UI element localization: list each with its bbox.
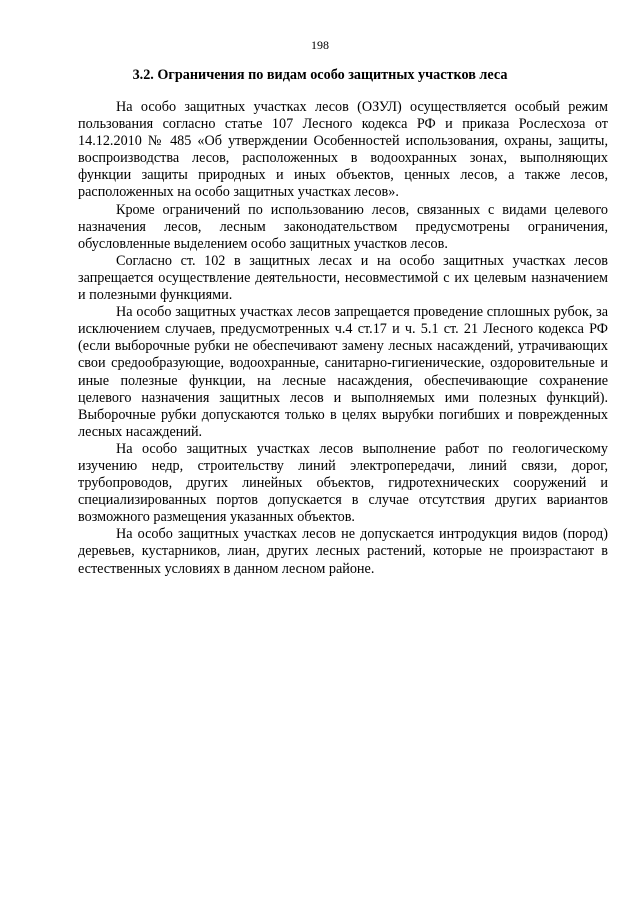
section-title: 3.2. Ограничения по видам особо защитных участков леса (132, 67, 508, 83)
document-body (78, 99, 608, 578)
paragraph-geological-works: На особо защитных участках лесов выполнение работ по геологическому изучению недр, строительству линий электропередачи, линий связи, дорог, трубопроводов, других линейных объектов, гидротехнических сооружений и специализированных портов допускается в случае отсутствия других вариантов возможного размещения указанных объектов. (78, 440, 608, 526)
paragraph-species-introduction: На особо защитных участках лесов не допускается интродукция видов (пород) деревьев, кустарников, лиан, других лесных растений, которые не произрастают в естественных условиях в данном лесном районе. (78, 526, 608, 577)
paragraph-clear-cutting-ban: На особо защитных участках лесов запрещается проведение сплошных рубок, за исключением случаев, предусмотренных ч.4 ст.17 и ч. 5.1 ст. 21 Лесного кодекса РФ (если выборочные рубки не обеспечивают замену лесных насаждений, утрачивающих свои средообразующие, водоохранные, санитарно-гигиенические, оздоровительные и иные полезные функции, на лесные насаждения, обеспечивающие сохранение целевого назначения защитных лесов и выполняемых ими полезных функций). Выборочные рубки допускаются только в целях вырубки погибших и поврежденных лесных насаждений. (78, 304, 608, 440)
paragraph-additional-restrictions: Кроме ограничений по использованию лесов, связанных с видами целевого назначения лесов, лесным законодательством предусмотрены ограничения, обусловленные выделением особо защитных участков лесов. (78, 201, 608, 252)
page-number: 198 (311, 38, 329, 52)
paragraph-article-102: Согласно ст. 102 в защитных лесах и на особо защитных участках лесов запрещается осуществление деятельности, несовместимой с их целевым назначением и полезными функциями. (78, 252, 608, 304)
paragraph-ozul-regime: На особо защитных участках лесов (ОЗУЛ) осуществляется особый режим пользования согласно статье 107 Лесного кодекса РФ и приказа Рослесхоза от 14.12.2010 № 485 «Об утверждении Особенностей использования, охраны, защиты, воспроизводства лесов, расположенных в водоохранных зонах, выполняющих функции защиты природных и иных объектов, ценных лесов, а также лесов, расположенных на особо защитных участках лесов». (78, 99, 608, 201)
